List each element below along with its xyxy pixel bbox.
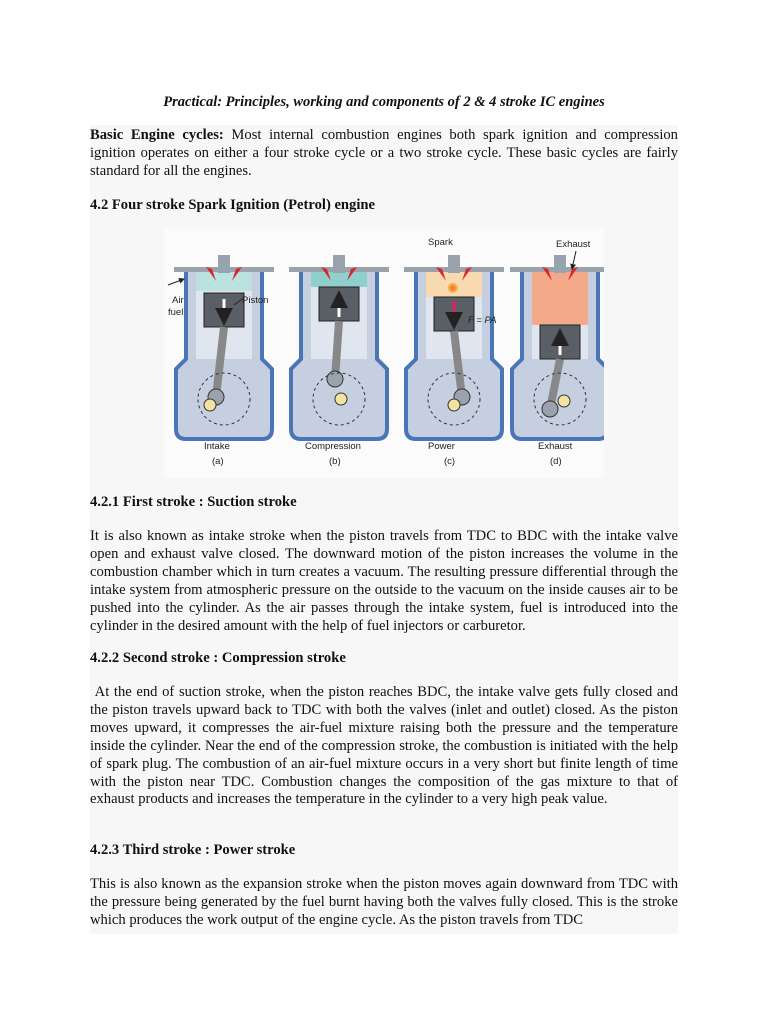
sub2-paragraph: At the end of suction stroke, when the piston reaches BDC, the intake valve gets fully closed and the piston travels upward back to TDC with both the valves (inlet and outlet) closed. As the piston moves upward, it compresses the air-fuel mixture raising both the pressure and the temperature inside the cylinder. Near the end of the compression stroke, the combustion is initiated with the help of spark plug. The combustion of an air-fuel mixture occurs in a very short but finite length of time with the piston near TDC. Combustion changes the composition of the gas mixture to that of exhaust products and increases the temperature in the cylinder to a very high peak value.: [90, 684, 682, 808]
four-stroke-diagram: [164, 229, 604, 478]
panel-c-name: Power: [428, 441, 455, 452]
panel-d-name: Exhaust: [538, 441, 573, 452]
panel-intake-drawing: [168, 255, 274, 467]
panel-d-letter: (d): [550, 456, 562, 467]
fuel-label: fuel: [168, 307, 184, 318]
spark-label: Spark: [428, 237, 453, 248]
spark-icon: ✺: [447, 281, 459, 297]
piston-label: Piston: [242, 295, 269, 306]
sub3-heading: 4.2.3 Third stroke : Power stroke: [90, 842, 296, 858]
intro-label: Basic Engine cycles:: [90, 127, 224, 143]
panel-c-letter: (c): [444, 456, 456, 467]
sub1-heading: 4.2.1 First stroke : Suction stroke: [90, 494, 297, 510]
panel-b-name: Compression: [305, 441, 361, 452]
sub3-paragraph: This is also known as the expansion stroke when the piston moves again downward from TDC with the pressure being generated by the fuel burnt having both the valves fully closed. This is the stroke which produces the work output of the engine cycle. As the piston travels from TDC: [90, 876, 678, 928]
exhaust-top-label: Exhaust: [556, 239, 591, 250]
page-title: Practical: Principles, working and components of 2 & 4 stroke IC engines: [163, 94, 605, 110]
section-heading: 4.2 Four stroke Spark Ignition (Petrol) engine: [90, 197, 375, 213]
panel-a-name: Intake: [204, 441, 230, 452]
engine-diagram: [164, 229, 604, 478]
sub2-heading: 4.2.2 Second stroke : Compression stroke: [90, 650, 346, 666]
sub1-paragraph: It is also known as intake stroke when the piston travels from TDC to BDC with the intake valve open and exhaust valve closed. The downward motion of the piston increases the volume in the combustion chamber which in turn creates a vacuum. The resulting pressure differential through the intake system from atmospheric pressure on the outside to the vacuum on the inside causes air to be pushed into the cylinder. As the air passes through the intake system, fuel is introduced into the cylinder in the desired amount with the help of fuel injectors or carburetor.: [90, 528, 678, 634]
air-label: Air: [172, 295, 184, 306]
intro-paragraph: [90, 127, 678, 181]
panel-a-letter: (a): [212, 456, 224, 467]
panel-power-drawing: [404, 237, 504, 467]
panel-b-letter: (b): [329, 456, 341, 467]
panel-compression-drawing: [289, 255, 389, 467]
force-label: F = PA: [468, 315, 497, 326]
panel-exhaust-drawing: [510, 239, 604, 467]
intro-text: Most internal combustion engines both spark ignition and compression ignition operates on either a four stroke cycle or a two stroke cycle. These basic cycles are fairly standard for all the engines.: [90, 127, 678, 179]
